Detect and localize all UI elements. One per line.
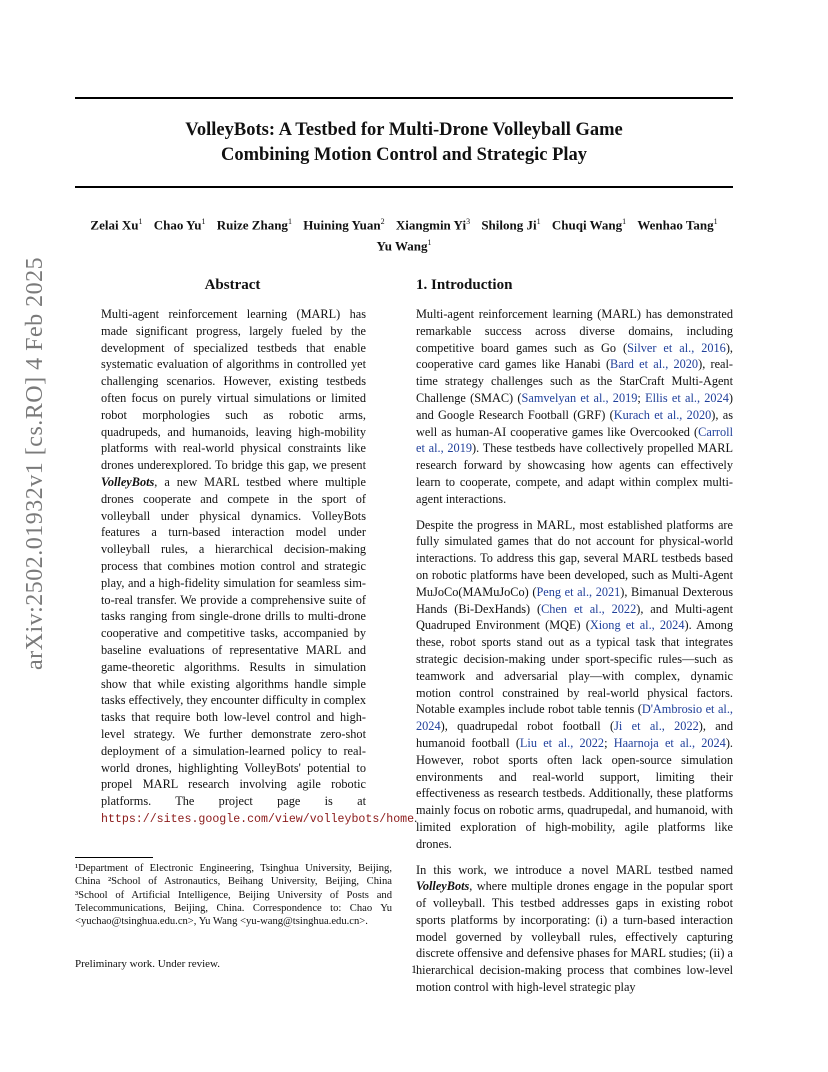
body-text: ), and humanoid football ( — [416, 719, 734, 750]
citation-link[interactable]: Chen et al., 2022 — [541, 601, 637, 616]
citation-link[interactable]: Xiong et al., 2024 — [589, 618, 685, 633]
body-text: Despite the progress in MARL, most established platforms are fully simulated games that do not account for physical-world interactions. To address this gap, several MARL testbeds based on robotic platforms have been developed, such as Multi-Agent MuJoCo(MAMuJoCo) ( — [416, 517, 733, 599]
author: Ruize Zhang$^1$ — [216, 217, 292, 233]
citation-link[interactable]: Carroll et al., 2019 — [416, 424, 733, 456]
citation-link[interactable]: D'Ambrosio et al., 2024 — [416, 702, 733, 734]
citation-link[interactable]: Peng et al., 2021 — [536, 584, 621, 599]
title-bottom-rule — [75, 186, 733, 188]
author: Shilong Ji$^1$ — [481, 217, 541, 233]
preliminary-note: Preliminary work. Under review. — [75, 958, 220, 970]
body-text: ; — [604, 735, 614, 750]
body-text: ), cooperative card games like Hanabi ( — [416, 340, 733, 372]
author: Wenhao Tang$^1$ — [637, 217, 718, 233]
body-text: ), Bimanual Dexterous Hands (Bi-DexHands) ( — [416, 584, 733, 616]
title-top-rule — [75, 97, 733, 99]
author-list — [75, 213, 733, 256]
paper-title — [75, 118, 733, 168]
introduction-body — [416, 306, 733, 1005]
citation-link[interactable]: Samvelyan et al., 2019 — [521, 390, 638, 405]
body-text: ). These testbeds have collectively propelled MARL research forward by showcasing how agents can effectively learn to cooperate, compete, and adapt within complex multi-agent interactions. — [416, 441, 733, 506]
citation-link[interactable]: Ji et al., 2022 — [614, 719, 699, 734]
affiliation-footnote: ¹Department of Electronic Engineering, Tsinghua University, Beijing, China ²School of Astronautics, Beihang University, Beijing, China ³School of Artificial Intelligence, Beijing University of Posts and Telecommunications, Beijing, China. Correspondence to: Chao Yu <yuchao@tsinghua.edu.cn>, Yu Wang <yu-wang@tsinghua.edu.cn>. — [75, 863, 392, 928]
author: Chuqi Wang$^1$ — [551, 217, 627, 233]
page-number: 1 — [411, 962, 417, 976]
body-text: ), real-time strategy challenges such as the StarCraft Multi-Agent Challenge (SMAC) ( — [416, 357, 733, 405]
arxiv-stamp[interactable]: arXiv:2502.01932v1 [cs.RO] 4 Feb 2025 — [22, 256, 48, 670]
body-text: ). Among these, robot sports stand out as a typical task that integrates strategic decision-making under sport-specific rules—such as teamwork and adversarial play—with complex, dynamic motion control constrained by real-world physical factors. Notable examples include robot table tennis ( — [416, 618, 733, 717]
author: Yu Wang$^1$ — [376, 238, 432, 254]
intro-paragraph-3: In this work, we introduce a novel MARL testbed named VolleyBots, where multiple drones engage in the popular sport of volleyball. This testbed addresses gaps in existing robot sports platforms by incorporating: (i) a turn-based interaction model governed by volleyball rules, effectively capturing discrete offensive and defensive phases for MARL studies; (ii) a hierarchical decision-making process that combines low-level motion control with high-level strategic play — [416, 862, 733, 995]
citation-link[interactable]: Bard et al., 2020 — [610, 357, 699, 372]
introduction-heading: 1. Introduction — [416, 277, 513, 293]
intro-paragraph-1 — [416, 306, 733, 508]
testbed-name: VolleyBots — [416, 879, 470, 894]
testbed-name: VolleyBots — [101, 474, 155, 489]
title-line-2: Combining Motion Control and Strategic Play — [220, 145, 588, 165]
citation-link[interactable]: Haarnoja et al., 2024 — [613, 735, 726, 750]
body-text: ) and Google Research Football (GRF) ( — [416, 390, 733, 422]
citation-link[interactable]: Kurach et al., 2020 — [613, 407, 712, 422]
body-text: ), and Multi-agent Quadruped Environment (MQE) ( — [416, 601, 733, 633]
body-text: ), as well as human-AI cooperative games like Overcooked ( — [416, 407, 733, 439]
citation-link[interactable]: Ellis et al., 2024 — [645, 390, 729, 405]
title-line-1: VolleyBots: A Testbed for Multi-Drone Volleyball Game — [185, 120, 623, 140]
body-text: ). However, robot sports often lack open-source simulation environments and real-world support, limiting their effectiveness as research testbeds. Additionally, these platforms mainly focus on robotic arms, quadrupedal, and humanoid, with limited exploration of high-mobility, agile platforms like drones. — [416, 735, 733, 851]
body-text: ; — [637, 390, 646, 405]
citation-link[interactable]: Liu et al., 2022 — [519, 735, 605, 750]
author: Chao Yu$^1$ — [153, 217, 206, 233]
project-url-link[interactable]: https://sites.google.com/view/volleybots/home — [101, 812, 415, 826]
footnote-rule — [75, 857, 153, 858]
author: Zelai Xu$^1$ — [90, 217, 143, 233]
citation-link[interactable]: Silver et al., 2016 — [627, 340, 726, 355]
author: Huining Yuan$^2$ — [303, 217, 385, 233]
abstract-heading: Abstract — [204, 277, 261, 293]
body-text: Multi-agent reinforcement learning (MARL) has demonstrated remarkable success across diverse domains, including competitive board games such as Go ( — [416, 307, 733, 355]
author: Xiangmin Yi$^3$ — [395, 217, 471, 233]
intro-paragraph-2 — [416, 517, 733, 853]
abstract-text: Multi-agent reinforcement learning (MARL) has made significant progress, largely fueled by the development of specialized testbeds that enable systematic evaluation of algorithms in controlled yet challenging scenarios. However, existing testbeds often focus on purely virtual simulations or limited robot morphologies such as robotic arms, quadrupeds, and humanoids, leaving high-mobility platforms with real-world physical constraints like drones underexplored. To bridge this gap, we present VolleyBots, a new MARL testbed where multiple drones cooperate and compete in the sport of volleyball under physical dynamics. VolleyBots features a turn-based interaction model under volleyball rules, a hierarchical decision-making process that combines motion control and strategic play, and a high-fidelity simulation for seamless sim-to-real transfer. We provide a comprehensive suite of tasks ranging from single-drone drills to multi-drone cooperative and competitive tasks, accompanied by baseline evaluations of representative MARL and game-theoretic algorithms. Results in simulation show that while existing algorithms handle simple tasks effectively, they encounter difficulty in complex tasks that require both low-level control and high-level strategy. We further demonstrate zero-shot deployment of a simulation-learned policy to real-world drones, highlighting VolleyBots' potential to propel MARL research involving agile robotic platforms. The project page is at https://sites.google.com/view/volleybots/home. — [101, 307, 418, 826]
body-text: ), quadrupedal robot football ( — [440, 719, 615, 734]
